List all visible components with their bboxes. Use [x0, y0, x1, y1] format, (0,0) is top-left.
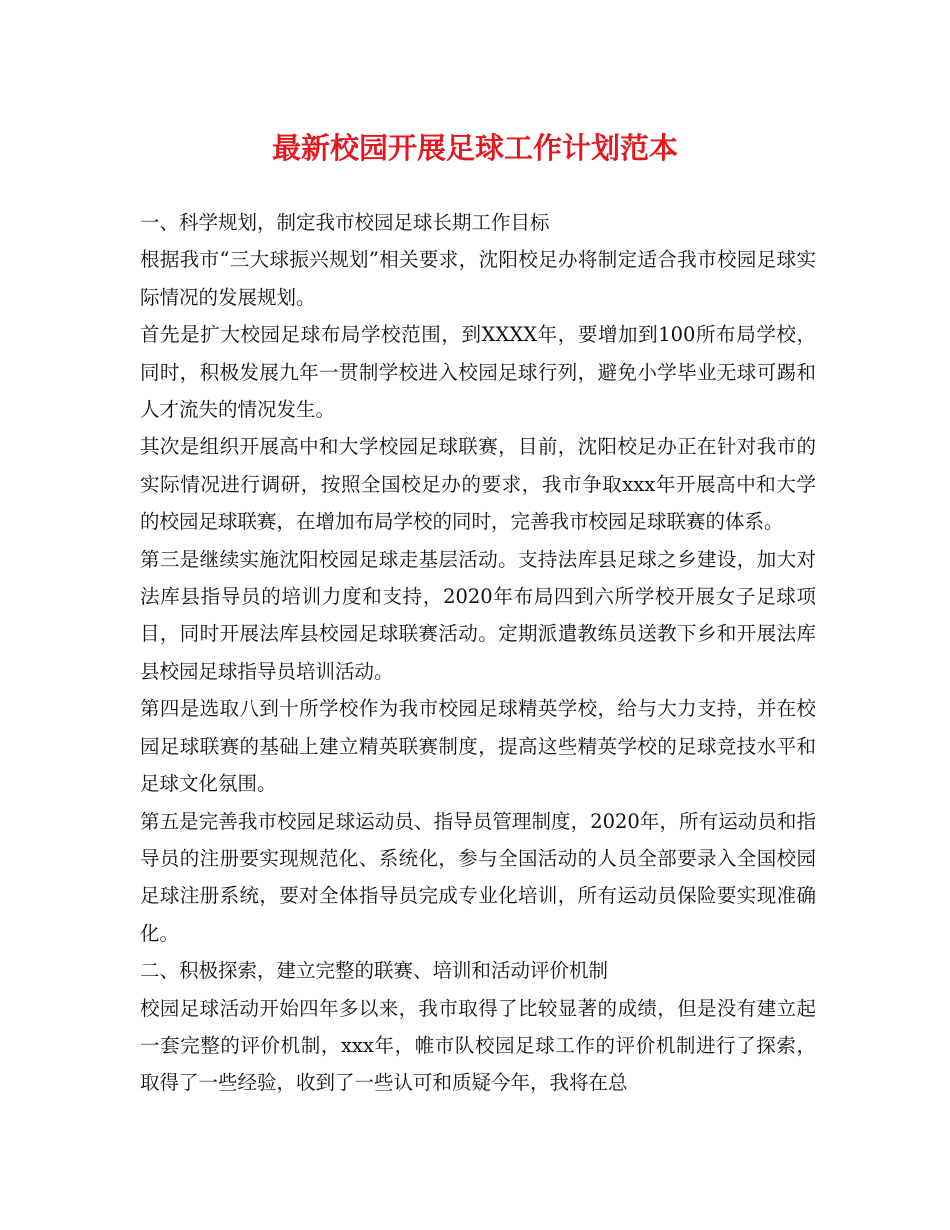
document-title: 最新校园开展足球工作计划范本: [271, 131, 678, 165]
document-body: [140, 204, 816, 1102]
section-heading-2: 二、积极探索，建立完整的联赛、培训和活动评价机制: [140, 959, 609, 983]
paragraph: 首先是扩大校园足球布局学校范围，到XXXX年，要增加到100所布局学校，同时，积极发展九年一贯制学校进入校园足球行列，避免小学毕业无球可踢和人才流失的情况发生。: [140, 323, 816, 422]
paragraph: 其次是组织开展高中和大学校园足球联赛，目前，沈阳校足办正在针对我市的实际情况进行调研，按照全国校足办的要求，我市争取xxx年开展高中和大学的校园足球联赛，在增加布局学校的同时，完善我市校园足球联赛的体系。: [140, 435, 816, 534]
paragraph: 第三是继续实施沈阳校园足球走基层活动。支持法库县足球之乡建设，加大对法库县指导员的培训力度和支持，2020年布局四到六所学校开展女子足球项目，同时开展法库县校园足球联赛活动。定期派遣教练员送教下乡和开展法库县校园足球指导员培训活动。: [140, 547, 816, 683]
section-heading-1: 一、科学规划，制定我市校园足球长期工作目标: [140, 211, 550, 234]
paragraph: 第五是完善我市校园足球运动员、指导员管理制度，2020年，所有运动员和指导员的注册要实现规范化、系统化，参与全国活动的人员全部要录入全国校园足球注册系统，要对全体指导员完成专业化培训，所有运动员保险要实现准确化。: [140, 809, 816, 945]
paragraph: 第四是选取八到十所学校作为我市校园足球精英学校，给与大力支持，并在校园足球联赛的基础上建立精英联赛制度，提高这些精英学校的足球竞技水平和足球文化氛围。: [140, 697, 816, 796]
paragraph: 校园足球活动开始四年多以来，我市取得了比较显著的成绩，但是没有建立起一套完整的评价机制，xxx年，帷市队校园足球工作的评价机制进行了探索，取得了一些经验，收到了一些认可和质疑今年，我将在总: [140, 996, 816, 1095]
paragraph: 根据我市“三大球振兴规划”相关要求，沈阳校足办将制定适合我市校园足球实际情况的发展规划。: [140, 248, 816, 309]
